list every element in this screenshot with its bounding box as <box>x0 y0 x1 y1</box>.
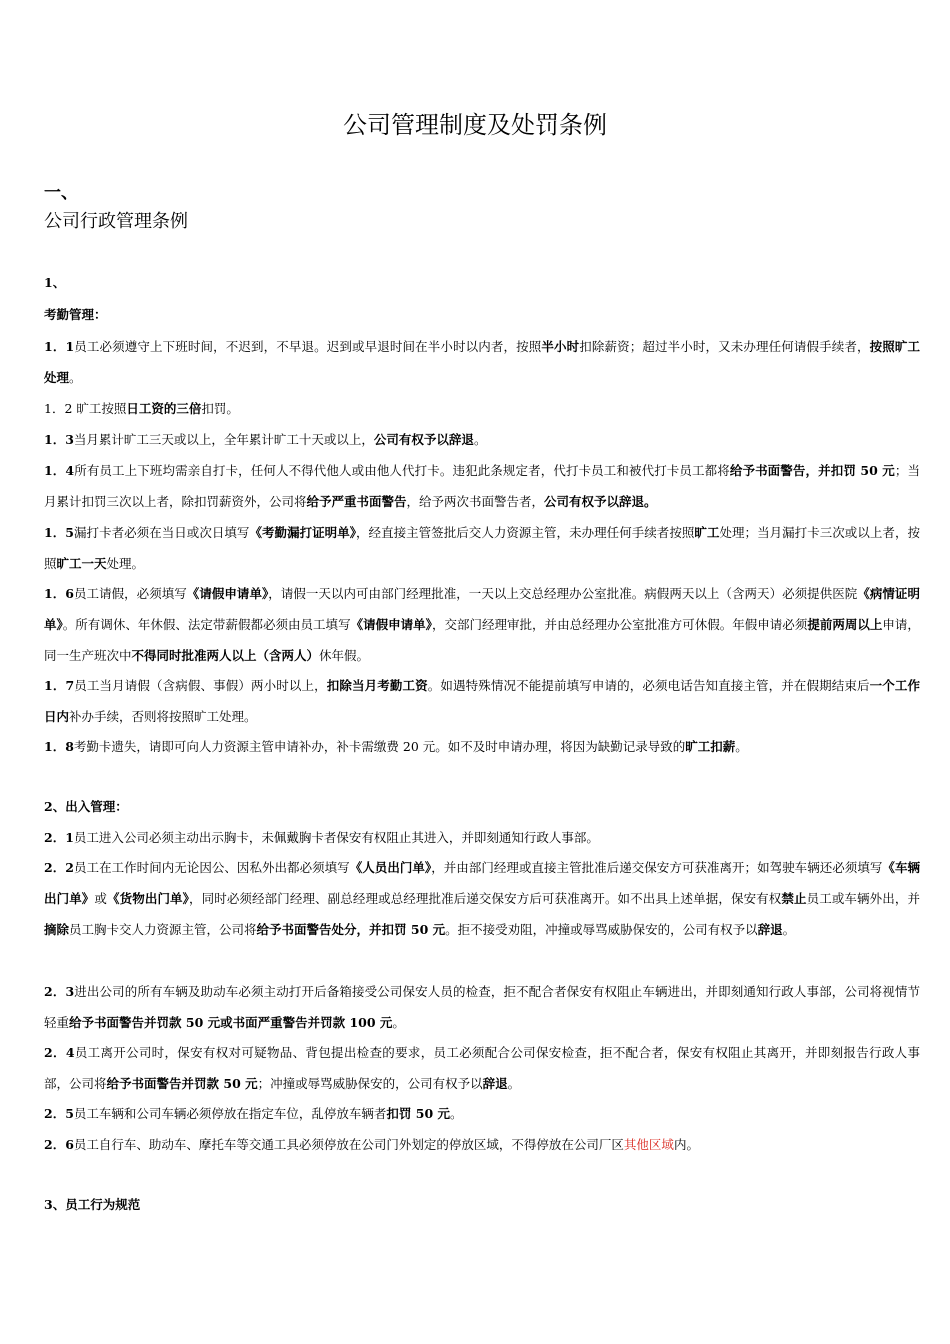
text-run: 员工请假，必须填写 <box>73 586 187 601</box>
clause-1-1 <box>44 331 920 393</box>
text-run: 。 <box>735 739 748 754</box>
text-run: 漏打卡者必须在当日或次日填写 <box>73 525 250 540</box>
text-run: ，同时必须经部门经理、副总经理或总经理批准后递交保安方后可获准离开。如不出具上述单据，保安有权 <box>189 891 782 906</box>
text-run: 其他区域 <box>623 1137 674 1152</box>
subsection-2-title: 2、出入管理： <box>44 799 128 814</box>
text-run: 2．3 <box>44 984 75 999</box>
clause-2-5 <box>44 1098 920 1129</box>
text-run: 给予严重书面警告 <box>306 494 407 509</box>
text-run: 申请，同一生产班次中 <box>44 617 920 663</box>
text-run: 进出公司的所有车辆及助动车必须主动打开后备箱接受公司保安人员的检查，拒不配合者保安有权阻止车辆进出，并即刻通知行政人事部，公司将视情节轻重 <box>44 984 920 1030</box>
text-run: ；冲撞或辱骂威胁保安的，公司有权予以 <box>257 1076 483 1091</box>
text-run: 员工离开公司时，保安有权对可疑物品、背包提出检查的要求，员工必须配合公司保安检查，拒不配合者，保安有权阻止其离开，并即刻报告行政人事部，公司将 <box>44 1045 920 1091</box>
text-run: 补办手续，否则将按照旷工处理。 <box>69 709 257 724</box>
text-run: 。如遇特殊情况不能提前填写申请的，必须电话告知直接主管，并在假期结束后 <box>427 678 870 693</box>
clause-2-6 <box>44 1129 920 1160</box>
text-run: 处理；当月漏打卡三次或以上者，按照 <box>44 525 920 571</box>
text-run: 旷工 <box>694 525 720 540</box>
text-run: 2．5 <box>44 1106 74 1121</box>
text-run: 内。 <box>673 1137 699 1152</box>
clause-1-4 <box>44 455 920 517</box>
text-run: 员工进入公司必须主动出示胸卡，未佩戴胸卡者保安有权阻止其进入，并即刻通知行政人事部。 <box>73 830 599 845</box>
text-run: ，经直接主管签批后交人力资源主管，未办理任何手续者按照 <box>356 525 695 540</box>
text-run: 1．8 <box>44 739 74 754</box>
document-title: 公司管理制度及处罚条例 <box>343 111 607 139</box>
clause-2-3 <box>44 976 920 1038</box>
subsection-1-title: 考勤管理： <box>44 307 107 322</box>
text-run: 一个工作日内 <box>44 678 920 724</box>
text-run: 员工在工作时间内无论因公、因私外出都必须填写 <box>73 860 350 875</box>
text-run: 扣罚 50 元 <box>386 1106 451 1121</box>
text-run: 当月累计旷工三天或以上，全年累计旷工十天或以上， <box>73 432 374 447</box>
text-run: 日工资的三倍 <box>126 401 202 416</box>
text-run: 1．2 旷工按照 <box>44 401 127 416</box>
text-run: 2．1 <box>44 830 74 845</box>
clause-1-5 <box>44 517 920 579</box>
text-run: 公司有权予以辞退。 <box>544 494 657 509</box>
text-run: 扣除当月考勤工资 <box>326 678 428 693</box>
text-run: 摘除 <box>44 922 70 937</box>
text-run: 1．7 <box>44 678 75 693</box>
text-run: ，并由部门经理或直接主管批准后递交保安方可获准离开；如驾驶车辆还必须填写 <box>431 860 883 875</box>
text-run: 1．5 <box>44 525 74 540</box>
text-run: 1．1 <box>44 339 75 354</box>
text-run: 《货物出门单》 <box>107 891 190 906</box>
section-1-title: 公司行政管理条例 <box>44 211 188 232</box>
text-run: 。 <box>782 922 796 937</box>
text-run: 休年假。 <box>319 648 370 663</box>
text-run: 《病情证明单》 <box>44 586 920 632</box>
text-run: 给予书面警告，并扣罚 50 元 <box>729 463 895 478</box>
text-run: 。 <box>473 432 487 447</box>
clause-1-8 <box>44 731 920 762</box>
clause-2-2 <box>44 852 920 945</box>
text-run: 。 <box>69 370 82 385</box>
text-run: 处理。 <box>106 556 145 571</box>
text-run: 辞退 <box>482 1076 508 1091</box>
text-run: 2．6 <box>44 1137 74 1152</box>
text-run: 。 <box>392 1015 405 1030</box>
text-run: 《车辆出门单》 <box>44 860 920 906</box>
text-run: 员工当月请假（含病假、事假）两小时以上， <box>74 678 327 693</box>
text-run: 《考勤漏打证明单》 <box>249 525 357 540</box>
subsection-3-title: 3、员工行为规范 <box>44 1197 141 1212</box>
text-run: 给予书面警告并罚款 50 元或书面严重警告并罚款 100 元 <box>69 1015 393 1030</box>
text-run: 员工胸卡交人力资源主管，公司将 <box>69 922 257 937</box>
clause-1-3 <box>44 424 920 455</box>
text-run: 旷工一天 <box>56 556 107 571</box>
text-run: 员工必须遵守上下班时间，不迟到，不早退。迟到或早退时间在半小时以内者，按照 <box>74 339 542 354</box>
text-run: 公司有权予以辞退 <box>373 432 474 447</box>
text-run: 考勤卡遗失，请即可向人力资源主管申请补办，补卡需缴费 20 元。如不及时申请办理，将因为缺勤记录导致的 <box>73 739 686 754</box>
text-run: 员工车辆和公司车辆必须停放在指定车位，乱停放车辆者 <box>73 1106 387 1121</box>
text-run: 。所有调休、年休假、法定带薪假都必须由员工填写 <box>62 617 351 632</box>
text-run: 禁止 <box>781 891 807 906</box>
text-run: 按照旷工处理 <box>44 339 920 385</box>
text-run: 不得同时批准两人以上（含两人） <box>131 648 320 663</box>
clause-2-1 <box>44 822 920 853</box>
text-run: 《人员出门单》 <box>349 860 432 875</box>
text-run: 1．3 <box>44 432 74 447</box>
text-run: 1．4 <box>44 463 75 478</box>
text-run: 半小时 <box>541 339 580 354</box>
text-run: 扣罚。 <box>201 401 239 416</box>
text-run: 1．6 <box>44 586 74 601</box>
clause-2-4 <box>44 1037 920 1099</box>
text-run: ，请假一天以内可由部门经理批准，一天以上交总经理办公室批准。病假两天以上（含两天）必须提供医院 <box>268 586 858 601</box>
text-run: 。 <box>450 1106 463 1121</box>
clause-1-6 <box>44 578 920 671</box>
text-run: ；当月累计扣罚三次以上者，除扣罚薪资外，公司将 <box>44 463 920 509</box>
text-run: 2．2 <box>44 860 74 875</box>
text-run: ，给予两次书面警告者， <box>406 494 545 509</box>
text-run: ，交部门经理审批，并由总经理办公室批准方可休假。年假申请必须 <box>431 617 808 632</box>
text-run: 。拒不接受劝阻，冲撞或辱骂威胁保安的，公司有权予以 <box>445 922 758 937</box>
clause-1-7 <box>44 670 920 732</box>
text-run: 提前两周以上 <box>807 617 883 632</box>
text-run: 《请假申请单》 <box>186 586 269 601</box>
text-run: 辞退 <box>757 922 783 937</box>
text-run: 或 <box>94 891 108 906</box>
subsection-1-number: 1、 <box>44 275 66 290</box>
text-run: 旷工扣薪 <box>685 739 736 754</box>
text-run: 员工或车辆外出，并 <box>806 891 920 906</box>
text-run: 《请假申请单》 <box>350 617 432 632</box>
text-run: 。 <box>507 1076 521 1091</box>
text-run: 2．4 <box>44 1045 75 1060</box>
clause-1-2 <box>44 393 920 424</box>
text-run: 员工自行车、助动车、摩托车等交通工具必须停放在公司门外划定的停放区域，不得停放在公司厂区 <box>73 1137 624 1152</box>
text-run: 给予书面警告并罚款 50 元 <box>106 1076 258 1091</box>
text-run: 扣除薪资；超过半小时，又未办理任何请假手续者， <box>579 339 870 354</box>
text-run: 所有员工上下班均需亲自打卡，任何人不得代他人或由他人代打卡。违犯此条规定者，代打卡员工和被代打卡员工都将 <box>74 463 730 478</box>
text-run: 给予书面警告处分，并扣罚 50 元 <box>256 922 446 937</box>
section-1-number: 一、 <box>44 183 78 203</box>
